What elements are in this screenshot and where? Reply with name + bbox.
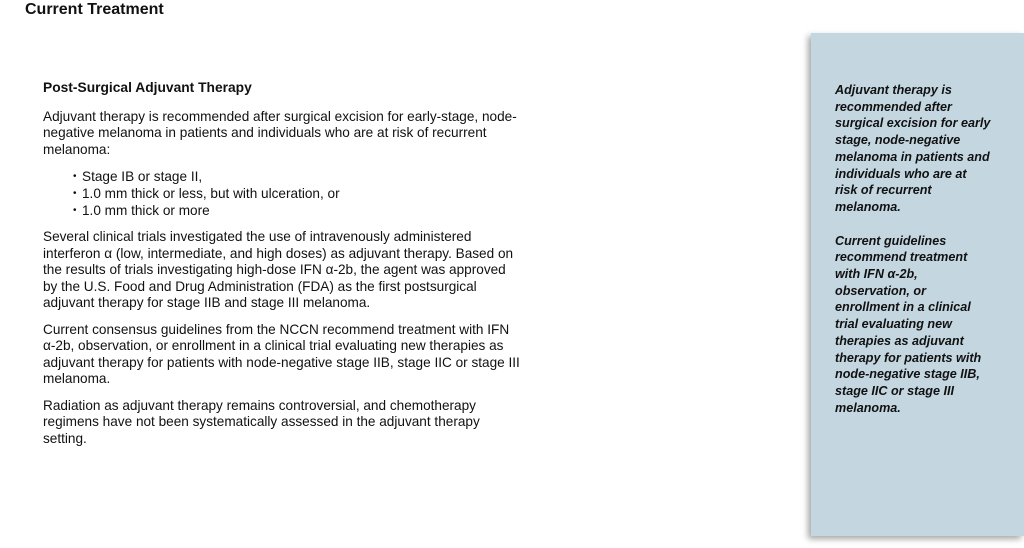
stage-bullet-list xyxy=(43,168,523,219)
main-content xyxy=(43,80,523,457)
sidebar-callout: Current guidelines recommend treatment with IFN α-2b, observation, or enrollment in a clinical trial evaluating new therapies as adjuvant therapy for patients with node-negative stage IIB, stage IIC or stage III melanoma. xyxy=(835,233,982,415)
clinical-trials-paragraph: Several clinical trials investigated the use of intravenously administered interferon α (low, intermediate, and high doses) as adjuvant therapy. Based on the results of trials investigating high-dose IFN α-2b, the agent was approved by the U.S. Food and Drug Administration (FDA) as the first postsurgical adjuvant therapy for stage IIB and stage III melanoma. xyxy=(43,229,514,310)
intro-paragraph: Adjuvant therapy is recommended after surgical excision for early-stage, node-negative melanoma in patients and individuals who are at risk of recurrent melanoma: xyxy=(43,108,517,157)
list-item: • 1.0 mm thick or more xyxy=(73,202,523,219)
section-heading: Post-Surgical Adjuvant Therapy xyxy=(43,80,252,95)
summary-sidebar xyxy=(811,33,1024,536)
radiation-paragraph: Radiation as adjuvant therapy remains controversial, and chemotherapy regimens have not been systematically assessed in the adjuvant therapy setting. xyxy=(43,397,480,446)
list-item: • 1.0 mm thick or less, but with ulceration, or xyxy=(73,185,523,202)
sidebar-callout: Adjuvant therapy is recommended after surgical excision for early stage, node-negative melanoma in patients and individuals who are at risk of recurrent melanoma. xyxy=(835,83,991,214)
page-title: Current Treatment xyxy=(25,1,164,18)
list-item: • Stage IB or stage II, xyxy=(73,168,523,185)
guidelines-paragraph: Current consensus guidelines from the NCCN recommend treatment with IFN α-2b, observation, or enrollment in a clinical trial evaluating new therapies as adjuvant therapy for patients with node-negative stage IIB, stage IIC or stage III melanoma. xyxy=(43,321,520,386)
sidebar-callouts xyxy=(835,82,991,433)
